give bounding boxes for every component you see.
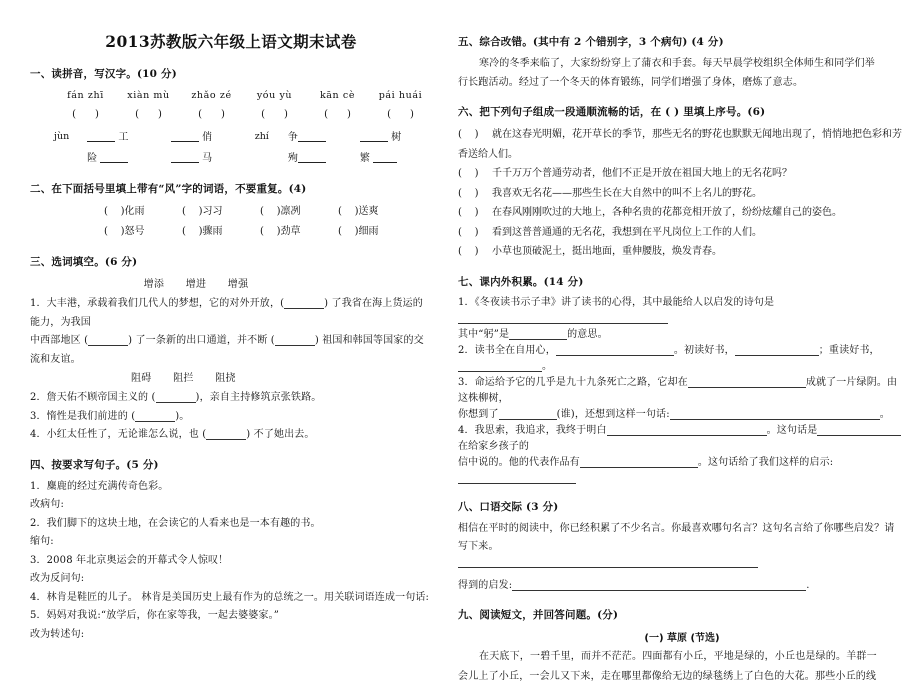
char-label: 争 bbox=[287, 132, 298, 144]
fill-item[interactable] bbox=[87, 127, 171, 148]
character-fill-block bbox=[30, 127, 432, 169]
q7-1-text-b: 其中“躬”是 bbox=[458, 328, 510, 340]
answer-blank[interactable] bbox=[512, 580, 722, 591]
pinyin-cell: kān cè bbox=[319, 90, 356, 101]
wind-word-label: 细雨 bbox=[358, 226, 379, 238]
section-8-body-line-2: 写下来。 bbox=[458, 541, 499, 552]
wind-word-label: 习习 bbox=[202, 206, 223, 218]
q1-text-b: ) 了我省在海上货运的能力，为我国 bbox=[30, 298, 423, 328]
wind-word-row bbox=[104, 202, 432, 222]
order-paren[interactable]: ( ) bbox=[458, 226, 479, 238]
fill-item[interactable] bbox=[288, 127, 360, 148]
write-blank[interactable] bbox=[171, 153, 199, 164]
order-paren[interactable]: ( ) bbox=[458, 168, 479, 179]
order-paren[interactable]: ( ) bbox=[458, 246, 479, 257]
answer-blank[interactable] bbox=[88, 336, 128, 347]
wind-word-item[interactable]: ( )习习 bbox=[182, 206, 223, 218]
q7-4-text-e: 。这句话给了我们这样的启示: bbox=[697, 456, 834, 468]
fill-item[interactable] bbox=[171, 127, 255, 148]
syllable-spacer bbox=[255, 148, 288, 169]
q7-3-text-d: (谁)，还想到这样一句话: bbox=[556, 408, 670, 420]
section-4-item: 3．2008 年北京奥运会的开幕式令人惊叹！ bbox=[30, 554, 229, 566]
section-3-question-1-cont bbox=[30, 332, 432, 369]
char-label: 险 bbox=[87, 153, 98, 165]
pinyin-cell: xiàn mù bbox=[127, 90, 170, 101]
wind-word-item[interactable]: ( )凛冽 bbox=[260, 206, 301, 218]
answer-blank[interactable] bbox=[722, 580, 806, 591]
wind-word-item[interactable]: ( )送爽 bbox=[338, 206, 379, 218]
char-label: 工 bbox=[118, 132, 129, 144]
fill-item[interactable] bbox=[360, 148, 432, 169]
result-tail: . bbox=[806, 579, 810, 591]
section-5-heading: 五、综合改错。(其中有 2 个错别字，3 个病句) (4 分) bbox=[458, 36, 724, 48]
passage-title: (一) 草原 (节选) bbox=[644, 633, 720, 644]
answer-blank[interactable] bbox=[275, 336, 315, 347]
write-blank[interactable] bbox=[100, 153, 128, 164]
q7-4-text-a: 4．我思索，我追求，我终于明白 bbox=[458, 424, 607, 436]
section-7-question-4-cont bbox=[458, 455, 906, 487]
sentence-order-item[interactable] bbox=[458, 242, 906, 262]
wind-word-label: 怒号 bbox=[124, 226, 145, 238]
section-5-paragraph-line-1: 寒冷的冬季来临了，大家纷纷穿上了蒲衣和手套。每天早晨学校组织全体师生和同学们举 bbox=[479, 58, 875, 69]
order-paren[interactable]: ( ) bbox=[458, 187, 479, 199]
left-column bbox=[0, 0, 450, 651]
section-4-item: 4．林肯是鞋匠的儿子。 林肯是美国历史上最有作为的总统之一。用关联词语连成一句话: bbox=[30, 591, 430, 603]
q7-1-text-c: 的意思。 bbox=[567, 328, 608, 340]
word-bank-option: 增强 bbox=[227, 279, 249, 291]
answer-blank[interactable] bbox=[458, 473, 576, 484]
q7-1-text-a: 1．《冬夜读书示子聿》讲了读书的心得，其中最能给人以启发的诗句是 bbox=[458, 296, 775, 308]
sentence-order-text: 在春风刚刚吹过的大地上，各种名贵的花都竞相开放了，纷纷炫耀自己的姿色。 bbox=[492, 207, 842, 218]
q4-text-a: 4．小红太任性了，无论谁怎么说，也 ( bbox=[30, 429, 207, 441]
word-bank-option: 增进 bbox=[185, 279, 207, 291]
q7-3-text-c: 你想到了 bbox=[458, 408, 499, 420]
order-paren[interactable]: ( ) bbox=[458, 207, 479, 218]
section-4-item[interactable]: 改为转述句: bbox=[30, 628, 85, 640]
q1-line2-b: ) 了一条新的出口通道，并不断 ( bbox=[128, 335, 275, 347]
char-label: 繁 bbox=[359, 153, 370, 165]
write-blank[interactable] bbox=[298, 153, 326, 164]
section-7-question-3 bbox=[458, 375, 906, 407]
section-4-item[interactable]: 改为反问句: bbox=[30, 573, 85, 585]
wind-word-row bbox=[104, 222, 432, 242]
answer-blank[interactable] bbox=[499, 409, 557, 420]
fill-item[interactable] bbox=[360, 127, 432, 148]
wind-word-item[interactable]: ( )劲草 bbox=[260, 226, 301, 238]
q2-text-b: )，亲自主持修筑京张铁路。 bbox=[195, 392, 322, 404]
word-bank-2 bbox=[30, 369, 432, 389]
wind-word-label: 送爽 bbox=[358, 206, 379, 218]
q3-text-b: )。 bbox=[175, 410, 190, 422]
answer-parens[interactable]: ( ) bbox=[261, 109, 288, 121]
q7-4-text-b: 。这句话是 bbox=[766, 424, 818, 436]
q4-text-b: ) 不了她出去。 bbox=[246, 429, 315, 441]
section-7-question-3-cont bbox=[458, 407, 906, 423]
section-9-heading: 九、阅读短文，并回答问题。(分) bbox=[458, 609, 619, 621]
reading-passage bbox=[458, 647, 906, 687]
section-3-question-3 bbox=[30, 408, 432, 427]
section-4-item: 1．麋鹿的经过充满传奇色彩。 bbox=[30, 480, 169, 492]
right-column bbox=[450, 0, 920, 682]
section-5-paragraph-line-2: 行长跑活动。经过了一个冬天的体育锻练，同学们增强了身体，磨炼了意志。 bbox=[458, 76, 804, 88]
fill-item[interactable] bbox=[171, 148, 255, 169]
sentence-order-item[interactable] bbox=[458, 203, 906, 223]
wind-word-item[interactable]: ( )化雨 bbox=[104, 206, 145, 218]
fill-item[interactable] bbox=[288, 148, 360, 169]
answer-blank[interactable] bbox=[156, 393, 196, 404]
answer-blank[interactable] bbox=[556, 345, 674, 356]
syllable-label: jùn bbox=[54, 131, 70, 143]
answer-blank[interactable] bbox=[135, 411, 175, 422]
section-7-question-1-cont bbox=[458, 327, 906, 343]
answer-parens[interactable]: ( ) bbox=[387, 109, 414, 121]
answer-write-line[interactable] bbox=[458, 567, 758, 568]
character-fill-row bbox=[54, 127, 432, 148]
section-7-question-2 bbox=[458, 343, 906, 375]
pinyin-row bbox=[54, 87, 432, 105]
section-8-result bbox=[458, 577, 906, 596]
answer-blank[interactable] bbox=[580, 457, 698, 468]
answer-blank[interactable] bbox=[206, 430, 246, 441]
sentence-order-item[interactable] bbox=[458, 125, 906, 164]
pinyin-cell: pái huái bbox=[378, 90, 423, 101]
wind-word-block bbox=[30, 202, 432, 242]
order-paren[interactable]: ( ) bbox=[458, 129, 479, 140]
answer-blank[interactable] bbox=[458, 361, 542, 372]
section-8-body-line-1: 相信在平时的阅读中，你已经积累了不少名言。你最喜欢哪句名言？这句名言给了你哪些启发？请 bbox=[458, 522, 895, 534]
syllable-spacer bbox=[54, 148, 87, 169]
pinyin-cell: yóu yù bbox=[256, 90, 293, 101]
q7-3-text-e: 。 bbox=[879, 408, 890, 420]
section-4-item[interactable]: 改病句: bbox=[30, 499, 64, 511]
answer-blank[interactable] bbox=[607, 425, 767, 436]
q7-2-text-d: 。 bbox=[542, 360, 553, 372]
wind-word-label: 骤雨 bbox=[202, 226, 223, 238]
page-title: 2013苏教版六年级上语文期末试卷 bbox=[105, 32, 357, 51]
write-blank[interactable] bbox=[360, 132, 388, 143]
word-bank-option: 阻碍 bbox=[131, 373, 152, 385]
section-3-question-2 bbox=[30, 389, 432, 408]
answer-blank[interactable] bbox=[688, 377, 806, 388]
section-2-heading: 二、在下面括号里填上带有“风”字的词语，不要重复。(4) bbox=[30, 183, 307, 196]
char-label: 马 bbox=[202, 153, 213, 165]
write-blank[interactable] bbox=[298, 132, 326, 143]
sentence-order-text: 就在这春光明媚，花开草长的季节，那些无名的野花也默默无闻地出现了，悄悄地把色彩和芳香送给人们。 bbox=[458, 129, 902, 160]
wind-word-label: 凛冽 bbox=[280, 206, 301, 218]
section-4-item[interactable]: 缩句: bbox=[30, 536, 54, 548]
q3-text-a: 3．惰性是我们前进的 ( bbox=[30, 410, 136, 422]
q7-4-text-c: 在给家乡孩子的 bbox=[458, 440, 530, 452]
sentence-order-item[interactable] bbox=[458, 184, 906, 204]
char-label: 殉 bbox=[287, 153, 298, 165]
answer-blank[interactable] bbox=[735, 345, 819, 356]
q7-3-text-a: 3．命运给予它的几乎是九十九条死亡之路，它却在 bbox=[458, 376, 688, 388]
q7-2-text-b: 。初读好书， bbox=[673, 344, 735, 356]
answer-parens[interactable]: ( ) bbox=[72, 109, 99, 121]
answer-blank[interactable] bbox=[284, 299, 324, 310]
pinyin-cell: zhǎo zé bbox=[191, 90, 232, 101]
write-blank[interactable] bbox=[171, 132, 199, 143]
sentence-order-text: 看到这普普通通的无名花，我想到在平凡岗位上工作的人们。 bbox=[492, 226, 762, 238]
wind-word-item[interactable]: ( )骤雨 bbox=[182, 226, 223, 238]
pinyin-cell: fán zhī bbox=[67, 90, 104, 101]
section-4-item: 5．妈妈对我说:“放学后，你在家等我，一起去婆婆家。” bbox=[30, 610, 280, 622]
wind-word-item[interactable]: ( )怒号 bbox=[104, 226, 145, 238]
write-blank[interactable] bbox=[87, 132, 115, 143]
section-4-heading: 四、按要求写句子。(5 分) bbox=[30, 458, 159, 471]
q7-4-text-d: 信中说的。他的代表作品有 bbox=[458, 456, 580, 468]
word-bank-1 bbox=[30, 275, 432, 295]
answer-parens[interactable]: ( ) bbox=[135, 109, 162, 121]
sentence-order-item[interactable] bbox=[458, 164, 906, 184]
pinyin-exercise-block bbox=[30, 87, 432, 125]
word-bank-option: 增添 bbox=[143, 279, 165, 291]
word-bank-option: 阻挠 bbox=[215, 373, 236, 385]
sentence-order-text: 我喜欢无名花——那些生长在大自然中的叫不上名儿的野花。 bbox=[492, 187, 762, 199]
write-blank[interactable] bbox=[373, 153, 397, 164]
q7-3-text-b: 成就了一片绿阴。由这株柳树， bbox=[458, 376, 898, 404]
passage-line-2: 会儿上了小丘，一会儿又下来，走在哪里都像给无边的绿毯绣上了白色的大花。那些小丘的线 bbox=[458, 671, 877, 682]
char-label: 俏 bbox=[202, 132, 213, 144]
q1-line2-c: ) 祖国和韩国等国家的交流和友谊。 bbox=[30, 335, 424, 365]
wind-word-item[interactable]: ( )细雨 bbox=[338, 226, 379, 238]
character-fill-row bbox=[54, 148, 432, 169]
section-6-heading: 六、把下列句子组成一段通顺流畅的话，在 ( ) 里填上序号。(6) bbox=[458, 106, 766, 118]
q7-2-text-c: ；重读好书， bbox=[818, 344, 880, 356]
answer-parens[interactable]: ( ) bbox=[324, 109, 351, 121]
section-1-heading: 一、读拼音，写汉字。(10 分) bbox=[30, 68, 177, 80]
section-8-heading: 八、口语交际 (3 分) bbox=[458, 500, 559, 513]
wind-word-label: 化雨 bbox=[124, 206, 145, 218]
answer-blank[interactable] bbox=[509, 329, 567, 340]
word-bank-option: 阻拦 bbox=[173, 373, 194, 385]
section-3-question-1 bbox=[30, 295, 432, 332]
answer-paren-row bbox=[54, 105, 432, 125]
answer-blank[interactable] bbox=[670, 409, 880, 420]
q7-2-text-a: 2．读书全在自用心， bbox=[458, 344, 556, 356]
sentence-order-text: 小草也顶破泥土，挺出地面，重伸腰肢，焕发青春。 bbox=[492, 246, 722, 257]
passage-line-1: 在天底下，一碧千里，而并不茫茫。四面都有小丘，平地是绿的，小丘也是绿的。羊群一 bbox=[479, 651, 877, 662]
q2-text-a: 2．詹天佑不顾帝国主义的 ( bbox=[30, 392, 156, 404]
answer-parens[interactable]: ( ) bbox=[198, 109, 225, 121]
sentence-order-text: 千千万万个普通劳动者，他们不正是开放在祖国大地上的无名花吗？ bbox=[492, 168, 792, 179]
syllable-label: zhí bbox=[254, 131, 269, 143]
char-label: 树 bbox=[391, 132, 402, 144]
answer-blank[interactable] bbox=[458, 313, 668, 324]
wind-word-label: 劲草 bbox=[280, 226, 301, 238]
q1-text-a: 1．大丰港，承载着我们几代人的梦想，它的对外开放，( bbox=[30, 298, 285, 310]
sentence-order-item[interactable] bbox=[458, 223, 906, 243]
fill-item[interactable] bbox=[87, 148, 171, 169]
section-3-heading: 三、选词填空。(6 分) bbox=[30, 256, 138, 269]
section-7-question-4 bbox=[458, 423, 906, 455]
section-3-question-4 bbox=[30, 426, 432, 445]
answer-blank[interactable] bbox=[817, 425, 901, 436]
section-7-question-1 bbox=[458, 295, 906, 327]
section-7-heading: 七、课内外积累。(14 分) bbox=[458, 275, 584, 288]
section-4-item: 2．我们脚下的这块土地，在会读它的人看来也是一本有趣的书。 bbox=[30, 517, 321, 529]
result-label: 得到的启发: bbox=[458, 579, 513, 591]
q1-line2-a: 中西部地区 ( bbox=[30, 335, 89, 347]
